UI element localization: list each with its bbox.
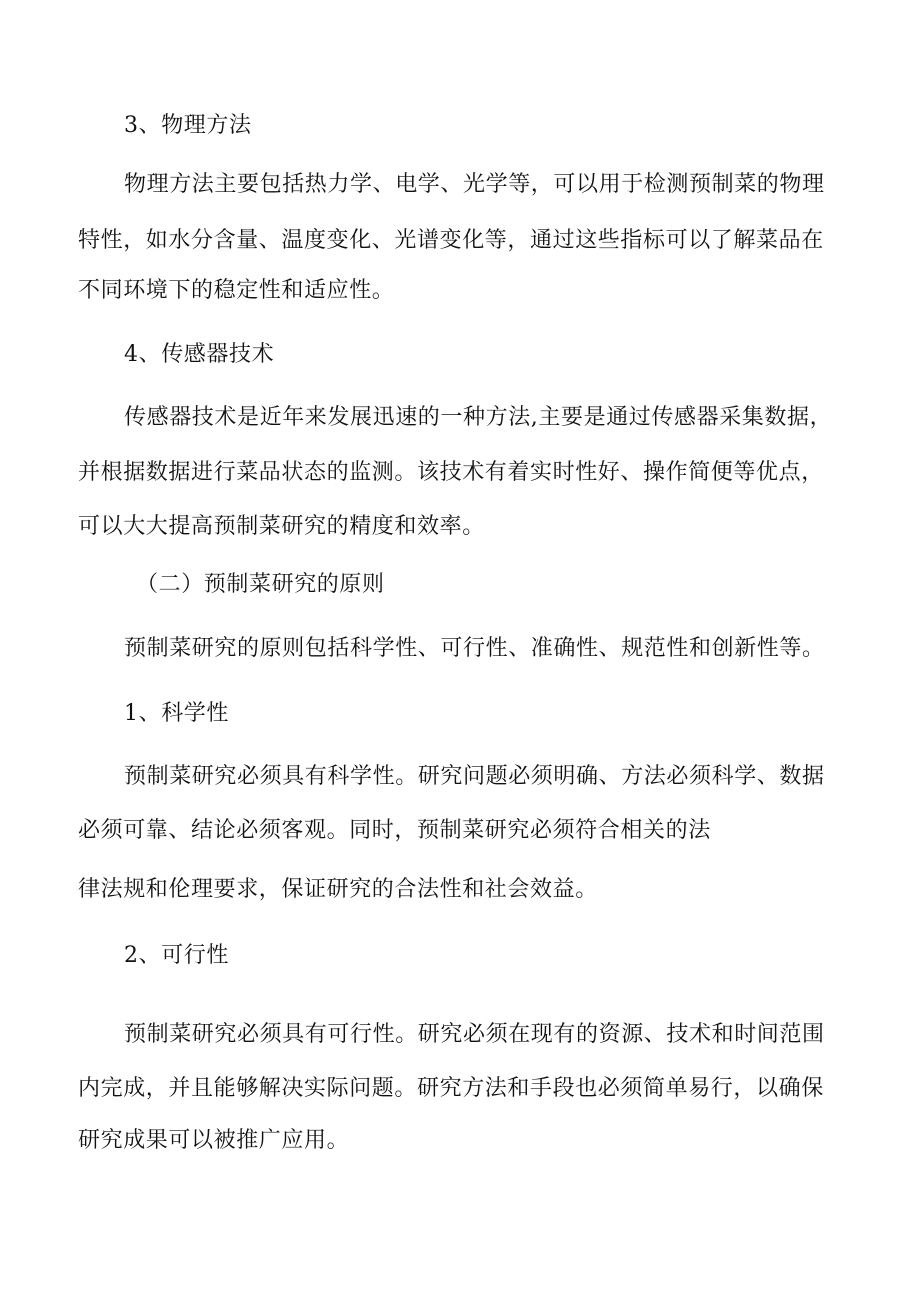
paragraph-line: 特性，如水分含量、温度变化、光谱变化等，通过这些指标可以了解菜品在 — [78, 228, 824, 253]
heading-sensor-technology: 4、传感器技术 — [124, 342, 275, 367]
paragraph-line: 律法规和伦理要求，保证研究的合法性和社会效益。 — [78, 877, 598, 902]
heading-feasibility: 2、可行性 — [124, 943, 229, 968]
paragraph-line: 预制菜研究必须具有可行性。研究必须在现有的资源、技术和时间范围 — [124, 1022, 825, 1047]
paragraph-line: 传感器技术是近年来发展迅速的一种方法,主要是通过传感器采集数据， — [124, 405, 833, 430]
paragraph-line: 并根据数据进行菜品状态的监测。该技术有着实时性好、操作简便等优点， — [78, 460, 824, 485]
section-heading-principles: （二）预制菜研究的原则 — [136, 572, 385, 597]
paragraph-line: 必须可靠、结论必须客观。同时，预制菜研究必须符合相关的法 — [78, 818, 711, 843]
heading-physical-methods: 3、物理方法 — [124, 113, 252, 138]
paragraph-line: 可以大大提高预制菜研究的精度和效率。 — [78, 514, 485, 539]
heading-scientific: 1、科学性 — [124, 701, 229, 726]
paragraph-line: 研究成果可以被推广应用。 — [78, 1128, 350, 1153]
paragraph-line: 不同环境下的稳定性和适应性。 — [78, 278, 395, 303]
paragraph-line: 内完成，并且能够解决实际问题。研究方法和手段也必须简单易行，以确保 — [78, 1076, 824, 1101]
paragraph-line: 预制菜研究的原则包括科学性、可行性、准确性、规范性和创新性等。 — [124, 636, 825, 661]
paragraph-line: 物理方法主要包括热力学、电学、光学等，可以用于检测预制菜的物理 — [124, 172, 825, 197]
paragraph-line: 预制菜研究必须具有科学性。研究问题必须明确、方法必须科学、数据 — [124, 764, 825, 789]
